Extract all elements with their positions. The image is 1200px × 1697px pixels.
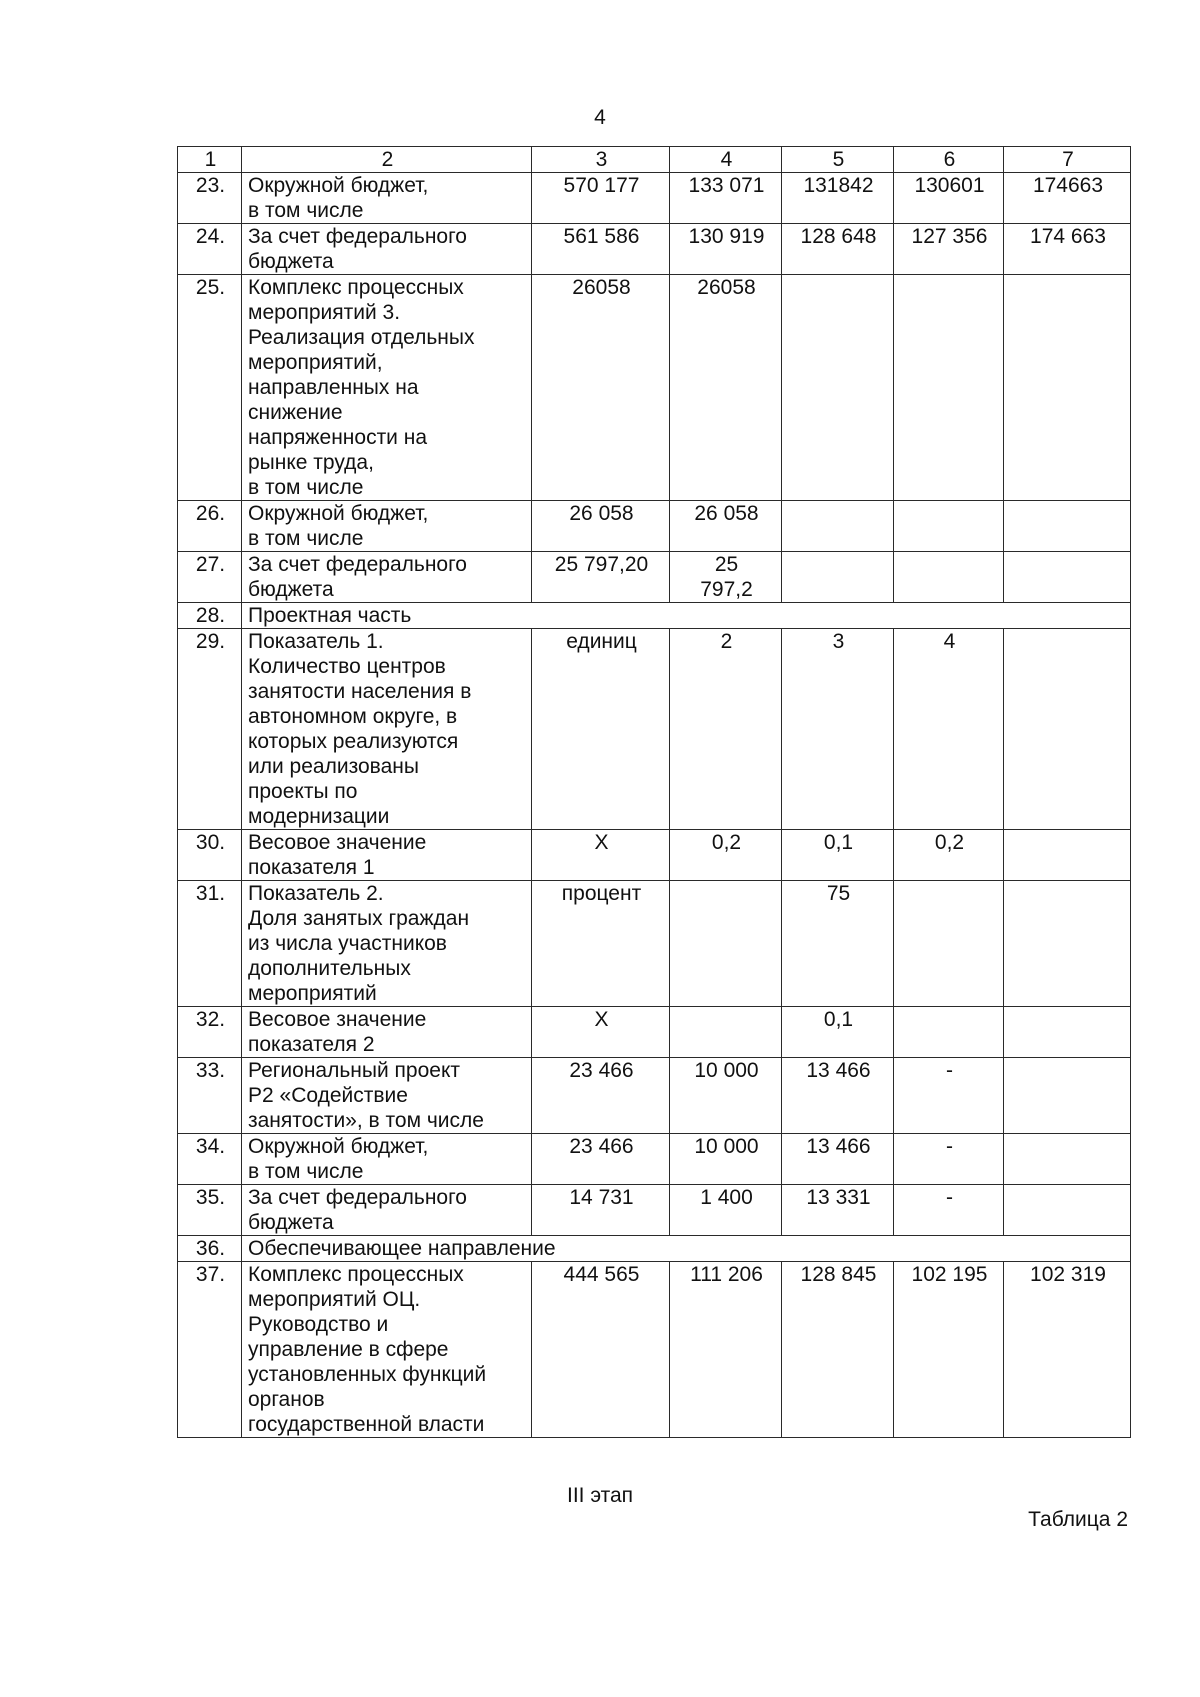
table-label: Таблица 2 [1028,1508,1128,1531]
budget-table [177,146,1131,1438]
value-cell-c7: 174 663 [1004,224,1131,275]
value-cell-c5: 128 845 [782,1262,894,1438]
value-cell-c4 [670,1007,782,1058]
value-cell-c7 [1004,275,1131,501]
value-cell-c5 [782,552,894,603]
value-cell-c6 [894,552,1004,603]
section-title: Проектная часть [242,603,1131,629]
value-cell-c5: 75 [782,881,894,1007]
value-cell-c5: 131842 [782,173,894,224]
value-cell-c7 [1004,881,1131,1007]
row-number: 32. [178,1007,242,1058]
column-header: 1 [178,147,242,173]
value-cell-c6: 0,2 [894,830,1004,881]
value-cell-c3: 26058 [532,275,670,501]
header-row [178,147,1131,173]
value-cell-c6: 4 [894,629,1004,830]
value-cell-c6 [894,1007,1004,1058]
row-number: 33. [178,1058,242,1134]
value-cell-c5 [782,501,894,552]
table-row [178,1134,1131,1185]
value-cell-c7 [1004,1058,1131,1134]
value-cell-c7 [1004,629,1131,830]
row-number: 24. [178,224,242,275]
row-name: За счет федерального бюджета [242,224,532,275]
value-cell-c3: единиц [532,629,670,830]
row-name: Комплекс процессных мероприятий 3. Реализация отдельных мероприятий, направленных на снижение напряженности на рынке труда, в том числе [242,275,532,501]
row-number: 27. [178,552,242,603]
row-number: 31. [178,881,242,1007]
table-row [178,224,1131,275]
row-number: 25. [178,275,242,501]
table-row [178,173,1131,224]
column-header: 4 [670,147,782,173]
value-cell-c3: X [532,830,670,881]
value-cell-c7 [1004,830,1131,881]
value-cell-c7 [1004,1007,1131,1058]
value-cell-c5: 0,1 [782,830,894,881]
value-cell-c4: 133 071 [670,173,782,224]
column-header: 7 [1004,147,1131,173]
value-cell-c6: 127 356 [894,224,1004,275]
value-cell-c5: 13 331 [782,1185,894,1236]
row-name: Весовое значение показателя 1 [242,830,532,881]
value-cell-c4: 0,2 [670,830,782,881]
value-cell-c4: 10 000 [670,1058,782,1134]
section-row [178,603,1131,629]
row-number: 23. [178,173,242,224]
value-cell-c7 [1004,552,1131,603]
value-cell-c3: 561 586 [532,224,670,275]
row-number: 28. [178,603,242,629]
value-cell-c3: X [532,1007,670,1058]
value-cell-c3: 26 058 [532,501,670,552]
column-header: 3 [532,147,670,173]
value-cell-c3: 25 797,20 [532,552,670,603]
row-name: Весовое значение показателя 2 [242,1007,532,1058]
value-cell-c4: 26058 [670,275,782,501]
table-row [178,552,1131,603]
section-row [178,1236,1131,1262]
table-row [178,1058,1131,1134]
row-number: 36. [178,1236,242,1262]
column-header: 2 [242,147,532,173]
value-cell-c5 [782,275,894,501]
value-cell-c7 [1004,501,1131,552]
table-row [178,1262,1131,1438]
value-cell-c5: 3 [782,629,894,830]
value-cell-c7: 102 319 [1004,1262,1131,1438]
table-row [178,275,1131,501]
value-cell-c4 [670,881,782,1007]
row-number: 37. [178,1262,242,1438]
value-cell-c7 [1004,1185,1131,1236]
table-row [178,629,1131,830]
row-name: Комплекс процессных мероприятий ОЦ. Руководство и управление в сфере установленных функций органов государственной власти [242,1262,532,1438]
column-header: 6 [894,147,1004,173]
value-cell-c3: 570 177 [532,173,670,224]
value-cell-c5: 13 466 [782,1134,894,1185]
row-number: 29. [178,629,242,830]
table-row [178,501,1131,552]
value-cell-c6: - [894,1058,1004,1134]
value-cell-c3: 444 565 [532,1262,670,1438]
row-number: 26. [178,501,242,552]
value-cell-c6: 102 195 [894,1262,1004,1438]
value-cell-c4: 111 206 [670,1262,782,1438]
value-cell-c3: 23 466 [532,1058,670,1134]
value-cell-c6 [894,275,1004,501]
table-row [178,881,1131,1007]
row-number: 35. [178,1185,242,1236]
row-name: За счет федерального бюджета [242,1185,532,1236]
value-cell-c3: 14 731 [532,1185,670,1236]
value-cell-c5: 128 648 [782,224,894,275]
row-number: 34. [178,1134,242,1185]
value-cell-c6: - [894,1185,1004,1236]
value-cell-c6 [894,881,1004,1007]
section-title: Обеспечивающее направление [242,1236,1131,1262]
value-cell-c6: 130601 [894,173,1004,224]
column-header: 5 [782,147,894,173]
value-cell-c3: процент [532,881,670,1007]
value-cell-c6: - [894,1134,1004,1185]
value-cell-c4: 2 [670,629,782,830]
stage-label: III этап [566,1484,634,1507]
value-cell-c4: 26 058 [670,501,782,552]
value-cell-c3: 23 466 [532,1134,670,1185]
row-name: Показатель 2. Доля занятых граждан из числа участников дополнительных мероприятий [242,881,532,1007]
value-cell-c5: 13 466 [782,1058,894,1134]
row-name: Региональный проект Р2 «Содействие занятости», в том числе [242,1058,532,1134]
table-row [178,830,1131,881]
value-cell-c6 [894,501,1004,552]
value-cell-c4: 25 797,2 [670,552,782,603]
row-name: Окружной бюджет, в том числе [242,173,532,224]
value-cell-c7 [1004,1134,1131,1185]
row-name: Показатель 1. Количество центров занятости населения в автономном округе, в которых реализуются или реализованы проекты по модернизации [242,629,532,830]
table-row [178,1185,1131,1236]
row-name: Окружной бюджет, в том числе [242,501,532,552]
table-row [178,1007,1131,1058]
value-cell-c4: 1 400 [670,1185,782,1236]
row-name: За счет федерального бюджета [242,552,532,603]
value-cell-c7: 174663 [1004,173,1131,224]
value-cell-c5: 0,1 [782,1007,894,1058]
row-name: Окружной бюджет, в том числе [242,1134,532,1185]
page-number: 4 [594,106,606,129]
value-cell-c4: 130 919 [670,224,782,275]
value-cell-c4: 10 000 [670,1134,782,1185]
row-number: 30. [178,830,242,881]
